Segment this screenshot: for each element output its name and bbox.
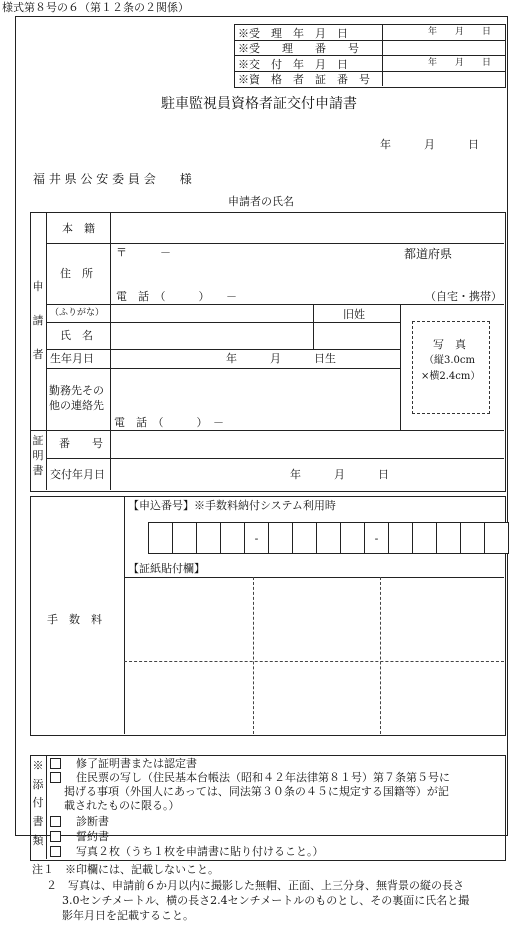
office-received-number-label: ※受 理 番 号 <box>238 42 359 55</box>
certificate-number-label: 番 号 <box>59 437 103 450</box>
furigana-label: （ふりがな） <box>50 308 105 318</box>
attachments-section-label: ※添付書類 <box>32 759 44 847</box>
application-number-digit[interactable] <box>412 522 437 554</box>
application-number-digit[interactable] <box>196 522 221 554</box>
note-2-cont-2: 影年月日を記載すること。 <box>62 909 194 922</box>
application-number-digit[interactable] <box>244 522 269 554</box>
name-label: 氏 名 <box>60 329 93 342</box>
checkbox-resident-record[interactable] <box>50 772 61 783</box>
workplace-label: 勤務先その他の連絡先 <box>49 384 104 412</box>
fee-label: 手 数 料 <box>47 613 102 626</box>
applicant-section-label: 申請者 <box>32 280 44 362</box>
office-received-date-value: 年 月 日 <box>428 27 492 37</box>
attachment-item-1: 修了証明書または認定書 <box>76 757 197 770</box>
note-1: 注１ ※印欄には、記載しないこと。 <box>32 863 219 876</box>
birth-date-label: 生年月日 <box>50 352 94 365</box>
application-number-separator: - <box>254 532 259 545</box>
attachment-item-3: 診断書 <box>76 815 109 828</box>
attachment-item-2: 住民票の写し（住民基本台帳法（昭和４２年法律第８１号）第７条第５号に <box>76 771 450 784</box>
application-number-separator: - <box>374 532 379 545</box>
photo-label: 写 真 <box>433 338 466 351</box>
photo-box <box>412 321 490 414</box>
application-number-digit[interactable] <box>460 522 485 554</box>
application-number-digit[interactable] <box>388 522 413 554</box>
birth-date-value: 年 月 日生 <box>226 352 336 365</box>
stamp-area-label: 【証紙貼付欄】 <box>128 562 205 575</box>
office-issue-date-value: 年 月 日 <box>428 58 492 68</box>
office-certificate-number-label: ※資 格 者 証 番 号 <box>238 73 370 86</box>
phone-type-label: （自宅・携帯） <box>425 290 502 303</box>
old-name-label: 旧姓 <box>343 308 365 321</box>
issue-date-value: 年 月 日 <box>290 468 389 481</box>
form-title: 駐車監視員資格者証交付申請書 <box>161 96 357 112</box>
checkbox-training-certificate[interactable] <box>50 758 61 769</box>
application-number-digit[interactable] <box>172 522 197 554</box>
application-number-digit[interactable] <box>484 522 509 554</box>
photo-size-1: （縦3.0cm <box>424 355 475 366</box>
attachment-item-2c: 載されたものに限る。） <box>64 799 180 812</box>
office-received-date-label: ※受 理 年 月 日 <box>238 27 348 40</box>
attachment-item-5: 写真２枚（うち１枚を申請書に貼り付けること。） <box>76 845 324 858</box>
form-id: 様式第８号の６（第１２条の２関係） <box>2 1 189 14</box>
photo-size-2: ×横2.4cm） <box>421 371 481 382</box>
application-number-digit[interactable] <box>292 522 317 554</box>
application-number-label: 【申込番号】※手数料納付システム利用時 <box>128 499 336 512</box>
office-issue-date-label: ※交 付 年 月 日 <box>238 58 348 71</box>
application-number-digit[interactable] <box>436 522 461 554</box>
certificate-section-label: 証明書 <box>32 434 44 477</box>
application-number-digit[interactable] <box>316 522 341 554</box>
postal-code-field: 〒 － <box>116 246 171 259</box>
addressee: 福 井 県 公 安 委 員 会 様 <box>33 172 192 186</box>
attachment-item-4: 誓約書 <box>76 830 109 843</box>
application-number-digit[interactable] <box>148 522 173 554</box>
checkbox-photos[interactable] <box>50 846 61 857</box>
address-label: 住 所 <box>60 267 93 280</box>
attachment-item-2b: 掲げる事項（外国人にあっては、同法第３０条の４５に規定する国籍等）が記 <box>64 785 449 798</box>
applicant-name-label: 申請者の氏名 <box>228 195 294 208</box>
application-number-digit[interactable] <box>340 522 365 554</box>
application-number-digit[interactable] <box>268 522 293 554</box>
note-2: ２ 写真は、申請前６か月以内に撮影した無帽、正面、上三分身、無背景の縦の長さ <box>46 879 464 892</box>
work-phone-label: 電 話 （ ） － <box>114 416 224 429</box>
issue-date-label: 交付年月日 <box>50 468 105 481</box>
phone-label: 電 話 （ ） － <box>116 290 237 303</box>
honseki-label: 本 籍 <box>62 222 95 235</box>
checkbox-medical-certificate[interactable] <box>50 816 61 827</box>
note-2-cont-1: 3.0センチメートル、横の長さ2.4センチメートルのものとし、その裏面に氏名と撮 <box>62 894 470 907</box>
application-number-digit[interactable] <box>220 522 245 554</box>
application-number-digit[interactable] <box>364 522 389 554</box>
submission-date: 年 月 日 <box>380 138 479 151</box>
checkbox-pledge[interactable] <box>50 831 61 842</box>
prefecture-label: 都道府県 <box>404 247 453 261</box>
